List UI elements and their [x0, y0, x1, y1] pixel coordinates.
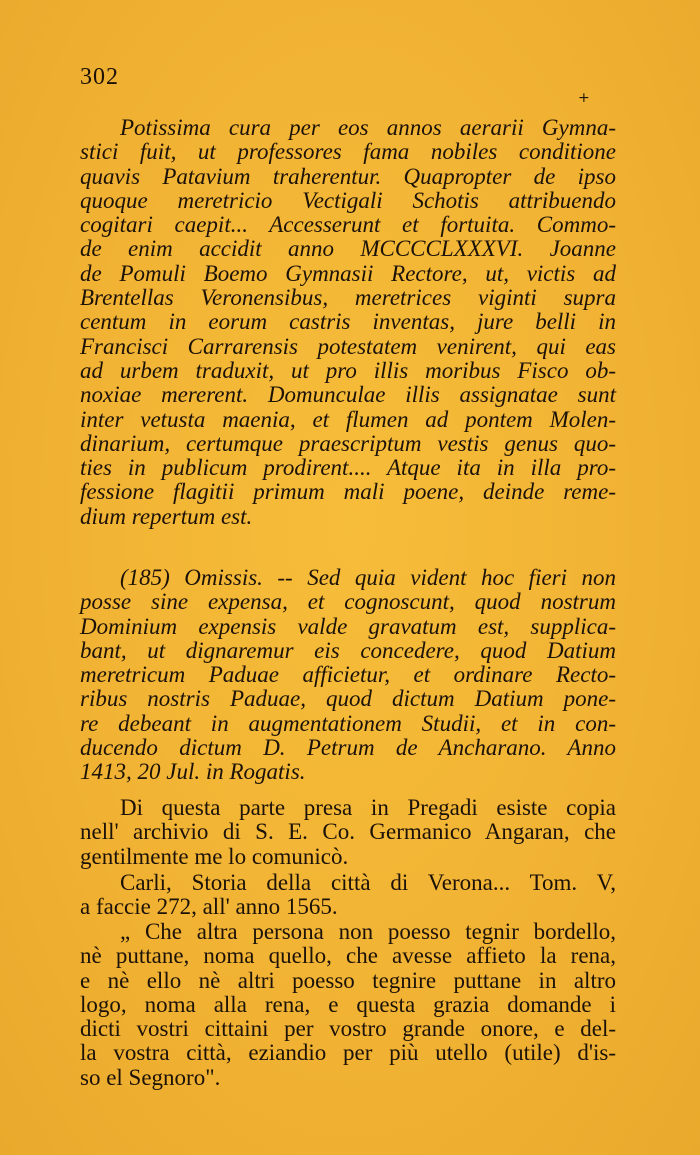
text-line: re debeant in augmentationem Studii, et in con-	[80, 710, 616, 736]
text-line: de enim accidit anno MCCCCLXXXVI. Joanne	[80, 236, 616, 262]
text-line: nell' archivio di S. E. Co. Germanico Angaran, che	[80, 819, 616, 845]
text-line: Potissima cura per eos annos aerarii Gymna-	[120, 115, 616, 140]
text-line: dium repertum est.	[80, 503, 253, 529]
italian-note	[80, 796, 616, 869]
text-line: fessione flagitii primum mali poene, deinde reme-	[80, 479, 616, 505]
text-line: Dominium expensis valde gravatum est, supplica-	[80, 613, 616, 639]
text-line: posse sine expensa, et cognoscunt, quod nostrum	[80, 589, 616, 615]
text-line: de Pomuli Boemo Gymnasii Rectore, ut, victis ad	[80, 260, 616, 286]
text-line: noxiae mererent. Domunculae illis assignatae sunt	[80, 382, 616, 408]
text-line: dicti vostri cittaini per vostro grande onore, e del-	[80, 1016, 616, 1042]
footnote-185	[80, 566, 616, 785]
corner-mark: +	[578, 90, 590, 106]
text-line: Carli, Storia della città di Verona... Tom. V,	[120, 870, 616, 895]
text-line: so el Segnoro".	[80, 1064, 221, 1090]
text-line: la vostra città, eziandio per più utello (utile) d'is-	[80, 1040, 616, 1066]
latin-paragraph	[80, 116, 616, 529]
text-line: ducendo dictum D. Petrum de Ancharano. Anno	[80, 735, 616, 761]
text-line: ties in publicum prodirent.... Atque ita in illa pro-	[80, 455, 616, 481]
venetian-quotation	[80, 920, 616, 1090]
text-line: Francisci Carrarensis potestatem venirent, qui eas	[80, 333, 616, 359]
text-line: logo, noma alla rena, e questa grazia domande i	[80, 991, 616, 1017]
text-line: quavis Patavium traherentur. Quapropter de ipso	[80, 163, 616, 189]
text-line: bant, ut dignaremur eis concedere, quod Datium	[80, 637, 616, 663]
text-line: ribus nostris Paduae, quod dictum Datium pone-	[80, 686, 616, 712]
page-number: 302	[80, 64, 119, 90]
text-line: quoque meretricio Vectigali Schotis attribuendo	[80, 187, 616, 213]
text-line: ad urbem traduxit, ut pro illis moribus Fisco ob-	[80, 357, 616, 383]
text-line: 1413, 20 Jul. in Rogatis.	[80, 759, 306, 785]
text-line: nè puttane, noma quello, che avesse affieto la rena,	[80, 943, 616, 969]
text-line: Di questa parte presa in Pregadi esiste copia	[120, 795, 616, 820]
text-line: a faccie 272, all' anno 1565.	[80, 894, 338, 920]
text-line: centum in eorum castris inventas, jure belli in	[80, 309, 616, 335]
text-line: stici fuit, ut professores fama nobiles conditione	[80, 139, 616, 165]
text-line: inter vetusta maenia, et flumen ad pontem Molen-	[80, 406, 616, 432]
text-line: gentilmente me lo comunicò.	[80, 843, 349, 869]
text-line: cogitari caepit... Accesserunt et fortuita. Commo-	[80, 212, 616, 238]
citation	[80, 871, 616, 920]
text-line: Brentellas Veronensibus, meretrices viginti supra	[80, 285, 616, 311]
text-line: dinarium, certumque praescriptum vestis genus quo-	[80, 430, 616, 456]
text-line: „ Che altra persona non poesso tegnir bordello,	[120, 919, 616, 944]
text-line: meretricum Paduae afficietur, et ordinare Recto-	[80, 662, 616, 688]
text-line: (185) Omissis. -- Sed quia vident hoc fieri non	[120, 565, 616, 590]
text-line: e nè ello nè altri poesso tegnire puttane in altro	[80, 967, 616, 993]
